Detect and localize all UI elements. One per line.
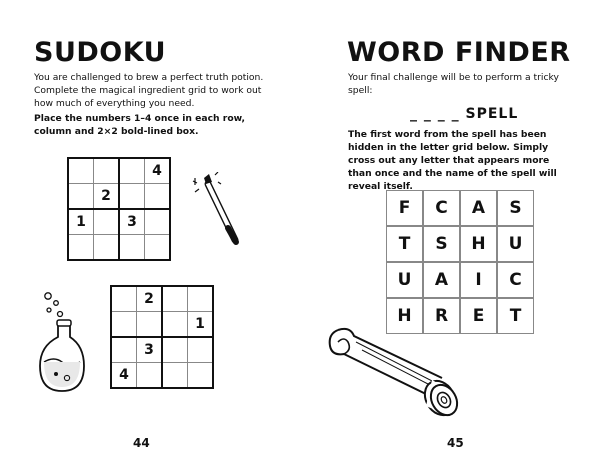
page-number: 44 bbox=[133, 436, 150, 450]
sudoku-cell[interactable] bbox=[94, 209, 120, 235]
sudoku-row bbox=[68, 235, 170, 261]
letter-cell[interactable]: F bbox=[386, 190, 423, 226]
sudoku-cell[interactable] bbox=[68, 235, 94, 261]
sudoku-cell[interactable] bbox=[162, 363, 188, 389]
spell-answer bbox=[410, 106, 518, 122]
letter-cell[interactable]: I bbox=[460, 262, 497, 298]
magic-wand-icon bbox=[188, 172, 244, 252]
sudoku-cell[interactable]: 4 bbox=[111, 363, 137, 389]
sudoku-cell[interactable]: 4 bbox=[145, 158, 171, 184]
sudoku-cell[interactable] bbox=[162, 286, 188, 312]
letter-cell[interactable]: T bbox=[386, 226, 423, 262]
sudoku-row bbox=[111, 337, 213, 363]
sudoku-cell[interactable] bbox=[119, 235, 145, 261]
sudoku-row bbox=[68, 158, 170, 184]
sudoku-row bbox=[68, 209, 170, 235]
sudoku-cell[interactable] bbox=[188, 286, 214, 312]
sudoku-cell[interactable] bbox=[145, 184, 171, 210]
sudoku-cell[interactable] bbox=[111, 312, 137, 338]
sudoku-cell[interactable]: 1 bbox=[68, 209, 94, 235]
letter-row bbox=[386, 262, 534, 298]
letter-cell[interactable]: C bbox=[497, 262, 534, 298]
intro-text: You are challenged to brew a perfect truth potion. Complete the magical ingredient grid to work out how much of everything you need. bbox=[34, 72, 264, 109]
letter-row bbox=[386, 226, 534, 262]
letter-cell[interactable]: R bbox=[423, 298, 460, 334]
scroll-icon bbox=[322, 320, 472, 420]
sudoku-cell[interactable]: 1 bbox=[188, 312, 214, 338]
letter-grid bbox=[386, 190, 534, 334]
sudoku-cell[interactable] bbox=[68, 184, 94, 210]
instructions-text: The first word from the spell has been hidden in the letter grid below. Simply cross out any letter that appears more than once and the name of the spell will reveal itself. bbox=[348, 129, 557, 192]
letter-cell[interactable]: U bbox=[497, 226, 534, 262]
sudoku-grid-2 bbox=[110, 285, 214, 389]
letter-cell[interactable]: H bbox=[460, 226, 497, 262]
sudoku-cell[interactable] bbox=[137, 363, 163, 389]
sudoku-cell[interactable] bbox=[145, 235, 171, 261]
sudoku-cell[interactable] bbox=[162, 312, 188, 338]
letter-cell[interactable]: A bbox=[423, 262, 460, 298]
sudoku-cell[interactable] bbox=[111, 337, 137, 363]
sudoku-cell[interactable]: 3 bbox=[119, 209, 145, 235]
sudoku-row bbox=[111, 286, 213, 312]
sudoku-cell[interactable] bbox=[111, 286, 137, 312]
instructions-text: Place the numbers 1–4 once in each row, column and 2×2 bold-lined box. bbox=[34, 113, 246, 137]
sudoku-cell[interactable] bbox=[68, 158, 94, 184]
letter-cell[interactable]: C bbox=[423, 190, 460, 226]
sudoku-cell[interactable] bbox=[94, 235, 120, 261]
sudoku-cell[interactable] bbox=[188, 337, 214, 363]
spell-word: SPELL bbox=[465, 106, 519, 122]
right-page bbox=[300, 0, 600, 460]
spell-blank: _ _ _ _ bbox=[410, 106, 460, 122]
sudoku-row bbox=[111, 312, 213, 338]
letter-cell[interactable]: E bbox=[460, 298, 497, 334]
intro-text: Your final challenge will be to perform a tricky spell: bbox=[348, 72, 559, 96]
sudoku-cell[interactable] bbox=[145, 209, 171, 235]
sudoku-row bbox=[68, 184, 170, 210]
sudoku-cell[interactable]: 3 bbox=[137, 337, 163, 363]
sudoku-cell[interactable] bbox=[119, 184, 145, 210]
letter-cell[interactable]: H bbox=[386, 298, 423, 334]
sudoku-cell[interactable]: 2 bbox=[137, 286, 163, 312]
sudoku-row bbox=[111, 363, 213, 389]
sudoku-cell[interactable] bbox=[137, 312, 163, 338]
sudoku-cell[interactable] bbox=[94, 158, 120, 184]
letter-cell[interactable]: S bbox=[423, 226, 460, 262]
sudoku-cell[interactable]: 2 bbox=[94, 184, 120, 210]
potion-bottle-icon bbox=[36, 290, 88, 398]
page-number: 45 bbox=[447, 436, 464, 450]
letter-cell[interactable]: A bbox=[460, 190, 497, 226]
letter-cell[interactable]: T bbox=[497, 298, 534, 334]
sudoku-grid-1 bbox=[67, 157, 171, 261]
letter-cell[interactable]: U bbox=[386, 262, 423, 298]
letter-cell[interactable]: S bbox=[497, 190, 534, 226]
sudoku-cell[interactable] bbox=[119, 158, 145, 184]
page-title: SUDOKU bbox=[34, 37, 167, 68]
sudoku-cell[interactable] bbox=[188, 363, 214, 389]
sudoku-cell[interactable] bbox=[162, 337, 188, 363]
letter-row bbox=[386, 190, 534, 226]
page-title: WORD FINDER bbox=[347, 37, 571, 68]
